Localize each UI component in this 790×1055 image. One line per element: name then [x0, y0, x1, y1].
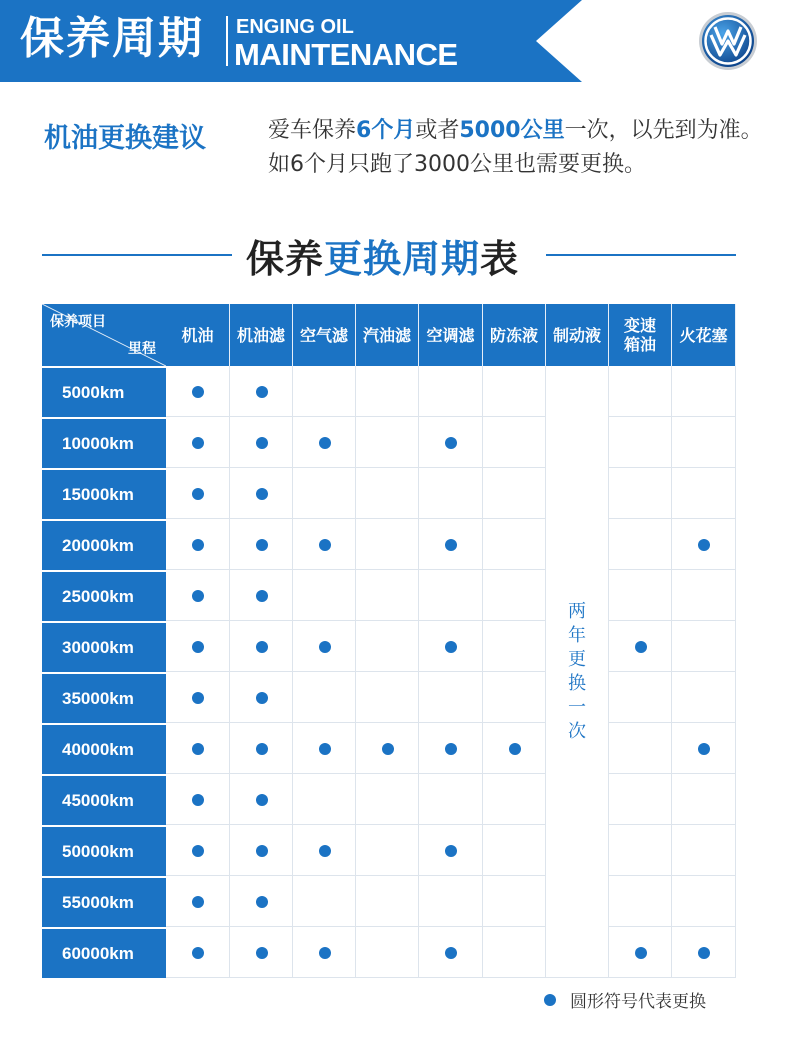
table-cell	[356, 621, 419, 672]
table-cell	[419, 723, 483, 774]
table-cell	[166, 774, 230, 825]
advice-text-part3: 一次，以先到为准。如6个月只跑了3000公里也需要更换。	[268, 118, 763, 177]
replace-dot-icon	[509, 743, 521, 755]
replace-dot-icon	[192, 794, 204, 806]
table-cell	[483, 468, 546, 519]
column-header: 空调滤	[419, 304, 483, 366]
banner-divider	[226, 16, 228, 66]
banner-english-line2: MAINTENANCE	[234, 37, 458, 72]
corner-label-items: 保养项目	[50, 314, 106, 330]
table-cell	[672, 366, 736, 417]
replace-dot-icon	[192, 845, 204, 857]
column-header: 机油	[166, 304, 230, 366]
table-cell	[419, 621, 483, 672]
row-mileage-label: 35000km	[42, 672, 166, 723]
row-mileage-label: 15000km	[42, 468, 166, 519]
table-cell	[419, 876, 483, 927]
table-cell	[672, 825, 736, 876]
header-banner	[0, 0, 790, 82]
advice-heading: 机油更换建议	[44, 123, 206, 154]
table-cell	[419, 672, 483, 723]
advice-text-months: 6个月	[356, 118, 416, 143]
table-cell	[609, 723, 672, 774]
table-cell	[672, 570, 736, 621]
row-mileage-label: 55000km	[42, 876, 166, 927]
column-header: 制动液	[546, 304, 609, 366]
replace-dot-icon	[256, 794, 268, 806]
table-cell	[672, 468, 736, 519]
table-cell	[356, 672, 419, 723]
table-cell	[609, 672, 672, 723]
replace-dot-icon	[192, 386, 204, 398]
replace-dot-icon	[256, 386, 268, 398]
table-cell	[293, 876, 356, 927]
table-cell	[230, 927, 293, 978]
replace-dot-icon	[192, 488, 204, 500]
column-header: 火花塞	[672, 304, 736, 366]
table-cell	[356, 519, 419, 570]
table-cell	[230, 825, 293, 876]
table-cell	[672, 774, 736, 825]
table-cell	[419, 519, 483, 570]
table-cell	[609, 468, 672, 519]
table-cell	[419, 825, 483, 876]
table-cell	[293, 825, 356, 876]
replace-dot-icon	[192, 692, 204, 704]
section-title-part2: 更换周期	[324, 237, 481, 281]
advice-text-km: 5000公里	[459, 118, 565, 143]
replace-dot-icon	[445, 437, 457, 449]
table-cell	[609, 774, 672, 825]
replace-dot-icon	[192, 743, 204, 755]
table-cell	[230, 621, 293, 672]
maintenance-table	[42, 304, 736, 980]
table-cell	[672, 723, 736, 774]
table-cell	[356, 366, 419, 417]
table-cell	[609, 825, 672, 876]
table-cell	[483, 366, 546, 417]
table-cell	[166, 468, 230, 519]
row-mileage-label: 45000km	[42, 774, 166, 825]
advice-text-part2: 或者	[415, 118, 460, 143]
table-cell	[419, 468, 483, 519]
replace-dot-icon	[256, 590, 268, 602]
replace-dot-icon	[192, 437, 204, 449]
table-cell	[419, 417, 483, 468]
row-mileage-label: 25000km	[42, 570, 166, 621]
replace-dot-icon	[256, 947, 268, 959]
column-header: 汽油滤	[356, 304, 419, 366]
column-header: 变速箱油	[609, 304, 672, 366]
table-corner-header	[42, 304, 166, 366]
table-cell	[230, 876, 293, 927]
table-cell	[483, 519, 546, 570]
table-cell	[356, 417, 419, 468]
replace-dot-icon	[319, 437, 331, 449]
table-cell	[609, 927, 672, 978]
table-cell	[672, 621, 736, 672]
column-header: 空气滤	[293, 304, 356, 366]
table-cell	[483, 570, 546, 621]
section-title-part3: 表	[480, 237, 520, 281]
table-cell	[230, 723, 293, 774]
table-cell	[293, 621, 356, 672]
vw-logo-icon	[698, 11, 758, 71]
table-cell	[230, 468, 293, 519]
legend-dot-icon	[544, 994, 556, 1006]
section-divider-right	[546, 254, 736, 256]
replace-dot-icon	[192, 947, 204, 959]
advice-text-part1: 爱车保养	[268, 118, 357, 143]
table-cell	[293, 672, 356, 723]
table-cell	[672, 672, 736, 723]
replace-dot-icon	[698, 743, 710, 755]
replace-dot-icon	[256, 896, 268, 908]
table-cell	[483, 774, 546, 825]
replace-dot-icon	[192, 896, 204, 908]
table-cell	[293, 723, 356, 774]
table-cell	[483, 672, 546, 723]
table-cell	[672, 417, 736, 468]
table-cell	[483, 825, 546, 876]
table-cell	[166, 570, 230, 621]
table-cell	[609, 519, 672, 570]
row-mileage-label: 60000km	[42, 927, 166, 978]
legend-text: 圆形符号代表更换	[570, 992, 706, 1012]
table-cell	[419, 927, 483, 978]
table-cell	[419, 774, 483, 825]
table-cell	[293, 519, 356, 570]
table-cell	[609, 621, 672, 672]
table-cell	[166, 621, 230, 672]
replace-dot-icon	[445, 539, 457, 551]
replace-dot-icon	[445, 641, 457, 653]
table-cell	[356, 570, 419, 621]
replace-dot-icon	[319, 743, 331, 755]
table-cell	[356, 876, 419, 927]
replace-dot-icon	[635, 641, 647, 653]
table-cell	[230, 672, 293, 723]
row-mileage-label: 20000km	[42, 519, 166, 570]
table-cell	[293, 468, 356, 519]
table-cell	[609, 366, 672, 417]
table-cell	[672, 519, 736, 570]
replace-dot-icon	[256, 437, 268, 449]
table-cell	[356, 825, 419, 876]
table-cell	[166, 825, 230, 876]
table-cell	[166, 672, 230, 723]
replace-dot-icon	[445, 947, 457, 959]
table-cell	[293, 417, 356, 468]
row-mileage-label: 50000km	[42, 825, 166, 876]
row-mileage-label: 5000km	[42, 366, 166, 417]
advice-text	[268, 114, 768, 182]
corner-label-mileage: 里程	[128, 341, 156, 357]
table-cell	[166, 927, 230, 978]
column-header: 防冻液	[483, 304, 546, 366]
table-cell	[230, 519, 293, 570]
replace-dot-icon	[256, 641, 268, 653]
table-cell	[293, 927, 356, 978]
table-cell	[483, 927, 546, 978]
replace-dot-icon	[319, 947, 331, 959]
replace-dot-icon	[319, 539, 331, 551]
replace-dot-icon	[319, 845, 331, 857]
table-cell	[356, 723, 419, 774]
replace-dot-icon	[698, 539, 710, 551]
table-cell	[293, 366, 356, 417]
table-cell	[230, 570, 293, 621]
section-title-part1: 保养	[246, 237, 325, 281]
table-cell	[230, 417, 293, 468]
table-cell	[483, 417, 546, 468]
section-title	[246, 228, 519, 283]
row-mileage-label: 30000km	[42, 621, 166, 672]
replace-dot-icon	[445, 845, 457, 857]
replace-dot-icon	[256, 845, 268, 857]
replace-dot-icon	[192, 539, 204, 551]
table-cell	[419, 570, 483, 621]
table-cell	[483, 621, 546, 672]
legend	[544, 987, 706, 1012]
replace-dot-icon	[256, 743, 268, 755]
replace-dot-icon	[192, 590, 204, 602]
replace-dot-icon	[192, 641, 204, 653]
replace-dot-icon	[382, 743, 394, 755]
brake-fluid-note: 两年更换一次	[568, 600, 586, 742]
table-cell	[166, 876, 230, 927]
table-cell	[483, 723, 546, 774]
table-cell	[356, 927, 419, 978]
table-cell	[230, 366, 293, 417]
table-cell	[609, 417, 672, 468]
table-cell	[609, 570, 672, 621]
table-cell	[293, 774, 356, 825]
table-cell	[672, 876, 736, 927]
section-divider-left	[42, 254, 232, 256]
replace-dot-icon	[635, 947, 647, 959]
table-cell	[166, 723, 230, 774]
table-cell	[419, 366, 483, 417]
table-cell	[672, 927, 736, 978]
replace-dot-icon	[445, 743, 457, 755]
replace-dot-icon	[256, 539, 268, 551]
table-cell	[166, 417, 230, 468]
table-cell	[609, 876, 672, 927]
table-cell	[293, 570, 356, 621]
table-cell	[356, 468, 419, 519]
row-mileage-label: 40000km	[42, 723, 166, 774]
replace-dot-icon	[698, 947, 710, 959]
replace-dot-icon	[256, 488, 268, 500]
row-mileage-label: 10000km	[42, 417, 166, 468]
replace-dot-icon	[256, 692, 268, 704]
table-cell	[483, 876, 546, 927]
table-cell	[166, 366, 230, 417]
table-cell	[230, 774, 293, 825]
column-header: 机油滤	[230, 304, 293, 366]
table-cell	[356, 774, 419, 825]
banner-title: 保养周期	[20, 13, 204, 64]
banner-english-line1: ENGING OIL	[236, 16, 354, 38]
replace-dot-icon	[319, 641, 331, 653]
table-cell	[166, 519, 230, 570]
brake-fluid-merged-cell	[546, 366, 609, 978]
